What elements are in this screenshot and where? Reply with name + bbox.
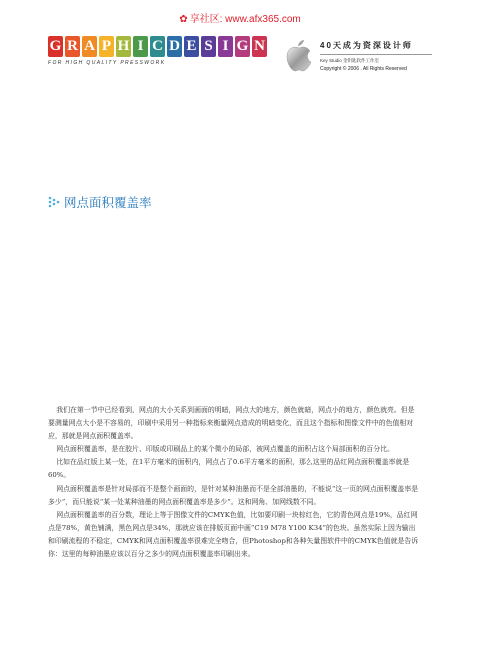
share-icon: ✿ bbox=[179, 14, 188, 25]
brand-block bbox=[320, 40, 470, 72]
logo-letters bbox=[48, 36, 270, 57]
logo-letter: I bbox=[133, 36, 148, 57]
logo-letter: G bbox=[48, 36, 63, 57]
watermark-banner bbox=[0, 10, 480, 25]
logo-letter: D bbox=[167, 36, 182, 57]
watermark-text: 享社区: www.afx365.com bbox=[189, 14, 301, 25]
logo-letter: A bbox=[82, 36, 97, 57]
paragraph: 网点面积覆盖率是针对局部而不是整个画面的，是针对某种油墨而不是全部油墨的，不能说“这一页的网点面积覆盖率是多少”，而只能说“某一处某种油墨的网点面积覆盖率是多少”。这和网角、加网线数不同。 bbox=[48, 484, 419, 506]
brand-subtitle: Key Studio 金钥匙软件工作室 bbox=[320, 58, 380, 63]
paragraph: 网点面积覆盖率，是在胶片、印版或印刷品上的某个微小的局部，被网点覆盖的面积占这个局部面积的百分比。 bbox=[56, 445, 394, 454]
logo-tagline: FOR HIGH QUALITY PRESSWORK bbox=[48, 60, 166, 66]
brand-title: 40天成为资深设计师 bbox=[320, 41, 413, 50]
section-title: 网点面积覆盖率 bbox=[64, 195, 152, 210]
article-body bbox=[48, 404, 420, 561]
paragraph: 我们在第一节中已经看到，网点的大小关系到画面的明暗，网点大的地方，颜色就暗，网点小的地方，颜色就亮。但是要测量网点大小是不容易的，印刷中采用另一种指标来衡量网点造成的明暗变化，而且这个指标和图像文件中的色值相对应，那就是网点面积覆盖率。 bbox=[48, 406, 415, 441]
logo-letter: R bbox=[65, 36, 80, 57]
logo-letter: E bbox=[184, 36, 199, 57]
graphic-design-logo bbox=[48, 36, 270, 66]
dot-cluster-icon bbox=[48, 196, 60, 208]
brand-divider bbox=[320, 54, 432, 55]
paragraph: 比如在品红版上某一处，在1平方毫米的面积内，网点占了0.6平方毫米的面积，那么这里的品红网点面积覆盖率就是60%。 bbox=[48, 458, 410, 480]
logo-letter: I bbox=[218, 36, 233, 57]
logo-letter: N bbox=[252, 36, 267, 57]
page-header bbox=[0, 30, 480, 80]
paragraph: 网点面积覆盖率的百分数，理论上等于图像文件的CMYK色值，比如要印刷一块棕红色，它的青色网点是19%，品红网点是78%，黄色铺满，黑色网点是34%，那就应该在排版页面中画“C19 M78 Y100 K34”的色块。虽然实际上因为输出和印刷流程的不稳定，CMYK和网点面积覆盖率很难完全吻合，但Photoshop和各种矢量图软件中的CMYK色值就是告诉你：这里的每种油墨应该以百分之多少的网点面积覆盖率印刷出来。 bbox=[48, 510, 419, 559]
brand-copyright: Copyright © 2006 . All Rights Reserved bbox=[320, 66, 407, 72]
apple-logo-icon bbox=[284, 38, 314, 72]
logo-letter: C bbox=[150, 36, 165, 57]
logo-letter: S bbox=[201, 36, 216, 57]
logo-letter: G bbox=[235, 36, 250, 57]
section-heading bbox=[48, 193, 152, 211]
logo-letter: P bbox=[99, 36, 114, 57]
logo-letter: H bbox=[116, 36, 131, 57]
